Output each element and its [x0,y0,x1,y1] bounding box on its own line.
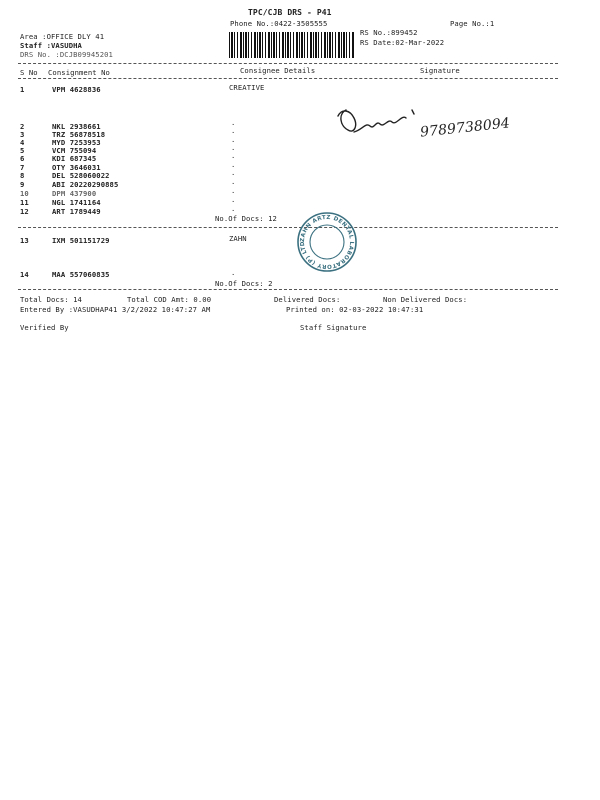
consignment-number: VCM 755094 [52,146,97,155]
serial-number: 10 [20,189,29,198]
serial-number: 11 [20,198,29,207]
divider [18,63,558,64]
drs-number: DRS No. :DCJB09945201 [20,50,113,59]
serial-number: 2 [20,122,25,131]
entered-by: Entered By :VASUDHAP41 3/2/2022 10:47:27 AM [20,305,211,314]
row-dot: . [231,151,236,160]
consignee-name: ZAHN [229,234,247,243]
total-cod-amount: Total COD Amt: 0.00 [127,295,212,304]
row-dot: . [231,126,236,135]
serial-number: 1 [20,85,25,94]
serial-number: 14 [20,270,29,279]
rs-date: RS Date:02-Mar-2022 [360,38,445,47]
serial-number: 4 [20,138,25,147]
row-dot: . [231,160,236,169]
consignment-number: KDI 687345 [52,154,97,163]
serial-number: 8 [20,171,25,180]
serial-number: 3 [20,130,25,139]
staff-signature: Staff Signature [300,323,367,332]
row-dot: . [231,177,236,186]
consignment-number: MYD 7253953 [52,138,101,147]
row-dot: . [231,195,236,204]
consignment-number: DPM 437900 [52,189,97,198]
row-dot: . [231,204,236,213]
area-label: Area :OFFICE DLY 41 [20,32,105,41]
serial-number: 13 [20,236,29,245]
docs-count: No.Of Docs: 2 [215,279,273,288]
handwritten-phone: 9789738094 [419,115,511,141]
divider [18,227,558,228]
serial-number: 9 [20,180,25,189]
consignment-number: IXM 501151729 [52,236,110,245]
serial-number: 5 [20,146,25,155]
svg-text:ZAHN ARTZ DENTAL LABORATORY (P: ZAHN ARTZ DENTAL LABORATORY (P) LTD [299,214,355,270]
company-stamp [296,211,358,273]
row-dot: . [231,143,236,152]
consignment-number: VPM 4628836 [52,85,101,94]
row-dot: . [231,168,236,177]
consignment-number: NKL 2938661 [52,122,101,131]
consignment-number: ART 1789449 [52,207,101,216]
row-dot: . [231,118,236,127]
consignment-number: DEL 528060022 [52,171,110,180]
serial-number: 6 [20,154,25,163]
printed-on: Printed on: 02-03-2022 10:47:31 [286,305,424,314]
consignment-number: TRZ 56878518 [52,130,106,139]
row-dot: . [231,186,236,195]
column-header-signature: Signature [420,66,460,75]
staff-label: Staff :VASUDHA [20,41,82,50]
row-dot: . [231,268,236,277]
delivered-docs: Delivered Docs: [274,295,341,304]
column-header-consignment: Consignment No [48,68,110,77]
column-header-sno: S No [20,68,38,77]
document-title: TPC/CJB DRS - P41 [248,8,332,17]
serial-number: 12 [20,207,29,216]
phone-number: Phone No.:0422-3505555 [230,19,328,28]
total-docs: Total Docs: 14 [20,295,82,304]
consignment-number: OTY 3646031 [52,163,101,172]
consignment-number: NGL 1741164 [52,198,101,207]
barcode [229,32,354,58]
serial-number: 7 [20,163,25,172]
page-number: Page No.:1 [450,19,495,28]
rs-number: RS No.:899452 [360,28,418,37]
column-header-consignee: Consignee Details [240,66,316,75]
divider [18,78,558,79]
row-dot: . [231,135,236,144]
consignment-number: MAA 557060835 [52,270,110,279]
non-delivered-docs: Non Delivered Docs: [383,295,468,304]
divider [18,289,558,290]
docs-count: No.Of Docs: 12 [215,214,277,223]
verified-by: Verified By [20,323,69,332]
consignee-name: CREATIVE [229,83,265,92]
consignment-number: ABI 20220290885 [52,180,119,189]
